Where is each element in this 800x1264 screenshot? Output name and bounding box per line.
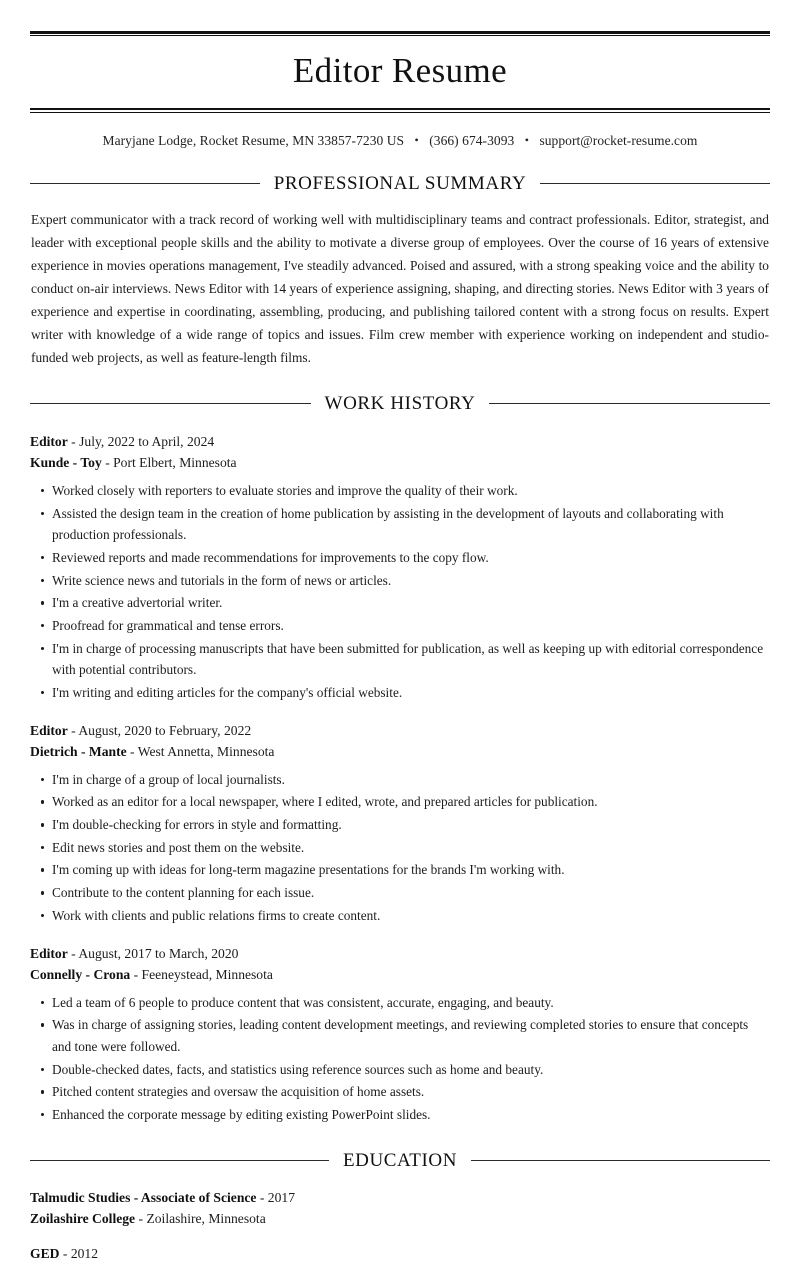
work-entry-role-line (30, 720, 770, 741)
work-entry-dates: August, 2020 to February, 2022 (78, 722, 252, 738)
education-entry (30, 1243, 770, 1264)
contact-line (30, 113, 770, 149)
section-rule-right (471, 1160, 770, 1161)
page-title: Editor Resume (292, 51, 508, 90)
list-item: I'm in charge of a group of local journalists. (30, 769, 770, 791)
education-degree: GED (30, 1245, 60, 1261)
section-title-work-history: WORK HISTORY (324, 392, 476, 414)
work-entry-role-line (30, 943, 770, 964)
section-rule-left (30, 1160, 329, 1161)
work-entry-dates: July, 2022 to April, 2024 (79, 433, 215, 449)
list-item: I'm double-checking for errors in style and formatting. (30, 814, 770, 836)
education-degree-line (30, 1243, 770, 1264)
education-school: Zoilashire College (30, 1210, 136, 1226)
work-entry-bullets (30, 480, 770, 704)
dash: - (62, 1245, 68, 1261)
education-degree-line (30, 1187, 770, 1208)
contact-phone: (366) 674-3093 (429, 132, 515, 148)
section-header-education (30, 1150, 770, 1172)
list-item: Reviewed reports and made recommendations for improvements to the copy flow. (30, 547, 770, 569)
work-entry-role: Editor (30, 722, 68, 738)
list-item: Work with clients and public relations firms to create content. (30, 905, 770, 927)
list-item: I'm in charge of processing manuscripts that have been submitted for publication, as well as keeping up with editorial correspondence with potential contributors. (30, 638, 770, 681)
work-entry-role-line (30, 431, 770, 452)
education-location: Zoilashire, Minnesota (146, 1210, 266, 1226)
dash: - (71, 433, 76, 449)
section-rule-right (489, 403, 770, 404)
education-entry (30, 1187, 770, 1229)
section-rule-left (30, 403, 311, 404)
work-entry-bullets (30, 992, 770, 1126)
work-entry-company: Dietrich - Mante (30, 743, 127, 759)
section-title-summary: PROFESSIONAL SUMMARY (273, 172, 527, 194)
work-entry-company-line (30, 452, 770, 473)
section-rule-right (540, 183, 770, 184)
summary-text: Expert communicator with a track record of working well with multidisciplinary teams and contract professionals. Editor, strategist, and leader with exceptional people skills and the ability to motivate a diverse group of employees. Over the course of 16 years of extensive experience in movies operations management, I've steadily advanced. Poised and assured, with a strong speaking voice and the ability to conduct on-air interviews. News Editor with 14 years of experience assigning, shaping, and directing stories. News Editor with 3 years of experience and expertise in coordinating, assembling, producing, and publishing tailored content with a strong focus on results. Expert writer with knowledge of a wide range of topics and issues. Film crew member with experience working on independent and studio-funded web projects, as well as feature-length films. (31, 211, 769, 365)
work-entry-company-line (30, 741, 770, 762)
list-item: Edit news stories and post them on the website. (30, 837, 770, 859)
work-entry (30, 431, 770, 704)
dash: - (105, 454, 110, 470)
education-year: 2017 (267, 1189, 295, 1205)
header-bottom-rule (30, 108, 770, 113)
list-item: I'm a creative advertorial writer. (30, 592, 770, 614)
work-entry-company-line (30, 964, 770, 985)
list-item: Assisted the design team in the creation of home publication by assisting in the development of layouts and collaborating with production professionals. (30, 503, 770, 546)
dash: - (71, 722, 76, 738)
section-rule-left (30, 183, 260, 184)
work-entry-location: West Annetta, Minnesota (137, 743, 275, 759)
list-item: Contribute to the content planning for each issue. (30, 882, 770, 904)
contact-email: support@rocket-resume.com (539, 132, 698, 148)
work-entry (30, 943, 770, 1126)
contact-address: Maryjane Lodge, Rocket Resume, MN 33857-7230 US (102, 132, 405, 148)
education-year: 2012 (70, 1245, 98, 1261)
list-item: Was in charge of assigning stories, leading content development meetings, and reviewing completed stories to ensure that concepts and tone were followed. (30, 1014, 770, 1057)
resume-page (0, 31, 800, 1261)
section-header-summary (30, 173, 770, 195)
list-item: Worked closely with reporters to evaluate stories and improve the quality of their work. (30, 480, 770, 502)
education-school-line (30, 1208, 770, 1229)
header-top-rule (30, 31, 770, 36)
list-item: Proofread for grammatical and tense errors. (30, 615, 770, 637)
work-entry-role: Editor (30, 433, 68, 449)
dash: - (259, 1189, 265, 1205)
list-item: I'm coming up with ideas for long-term magazine presentations for the brands I'm working with. (30, 859, 770, 881)
work-entry-location: Feeneystead, Minnesota (141, 966, 273, 982)
list-item: I'm writing and editing articles for the company's official website. (30, 682, 770, 704)
list-item: Pitched content strategies and oversaw the acquisition of home assets. (30, 1081, 770, 1103)
work-entry-role: Editor (30, 945, 68, 961)
work-entry-location: Port Elbert, Minnesota (113, 454, 237, 470)
section-title-education: EDUCATION (342, 1149, 458, 1171)
list-item: Worked as an editor for a local newspaper, where I edited, wrote, and prepared articles for publication. (30, 791, 770, 813)
dash: - (138, 1210, 144, 1226)
work-entry-dates: August, 2017 to March, 2020 (78, 945, 239, 961)
section-header-work-history (30, 393, 770, 415)
education-list (30, 1187, 770, 1264)
list-item: Enhanced the corporate message by editing existing PowerPoint slides. (30, 1104, 770, 1126)
dash: - (130, 743, 135, 759)
work-entry-bullets (30, 769, 770, 927)
work-entry-company: Kunde - Toy (30, 454, 102, 470)
work-entry (30, 720, 770, 927)
list-item: Double-checked dates, facts, and statistics using reference sources such as home and beauty. (30, 1059, 770, 1081)
dash: - (71, 945, 76, 961)
contact-separator-2: • (524, 132, 529, 147)
education-degree: Talmudic Studies - Associate of Science (30, 1189, 257, 1205)
list-item: Led a team of 6 people to produce content that was consistent, accurate, engaging, and beauty. (30, 992, 770, 1014)
contact-separator-1: • (414, 132, 419, 147)
work-entry-company: Connelly - Crona (30, 966, 131, 982)
dash: - (133, 966, 139, 982)
list-item: Write science news and tutorials in the form of news or articles. (30, 570, 770, 592)
